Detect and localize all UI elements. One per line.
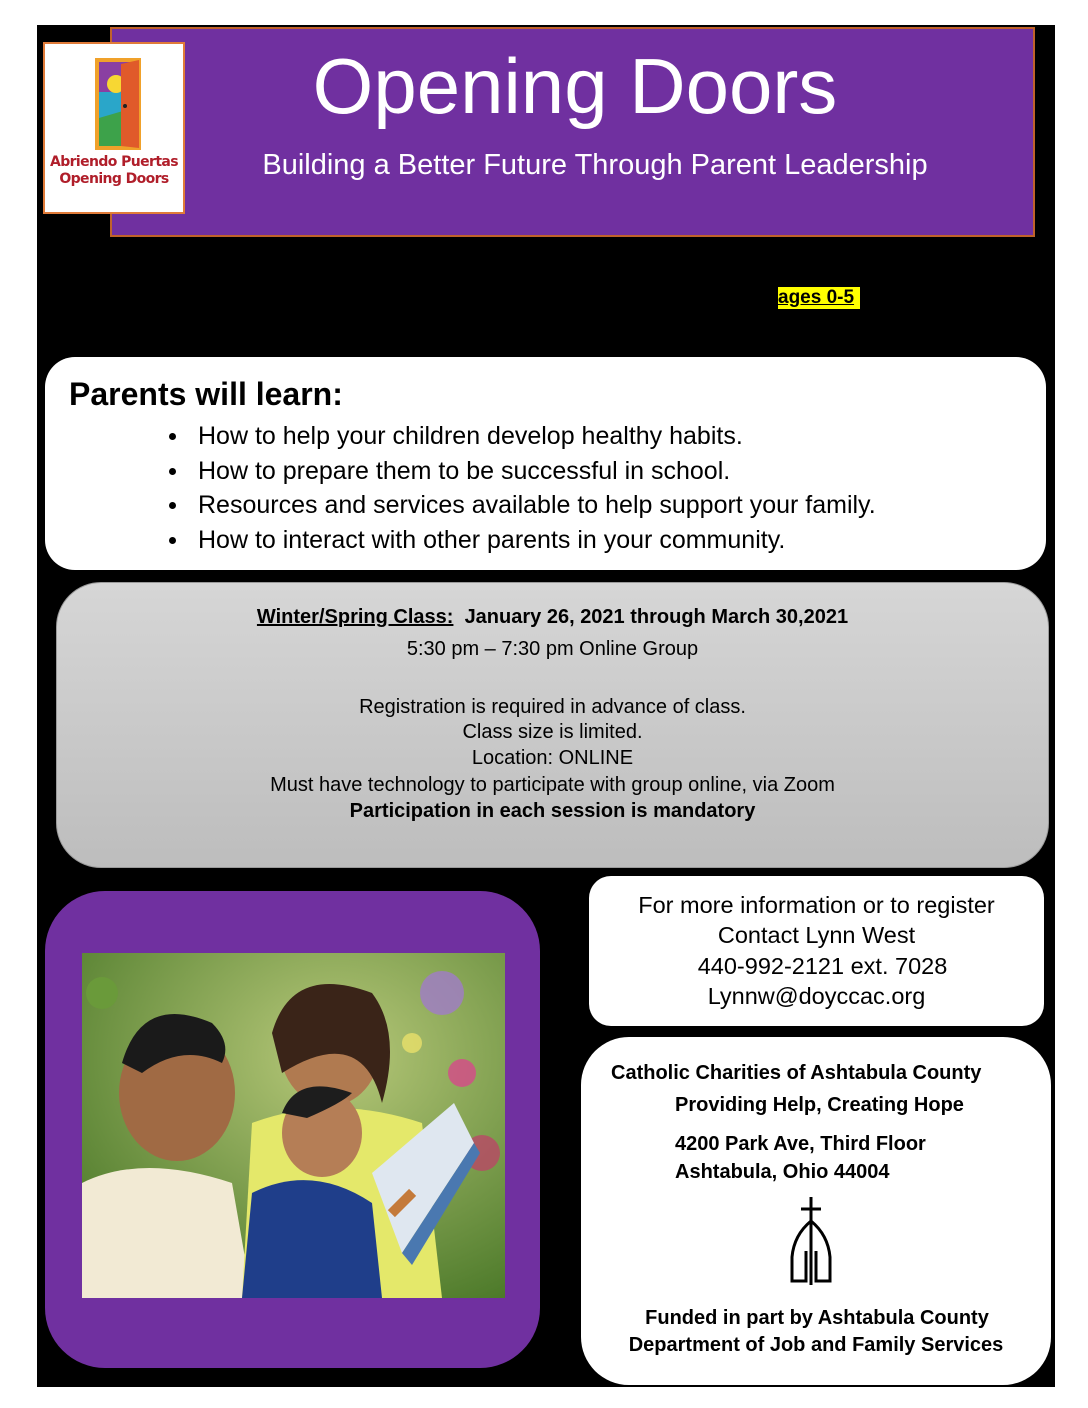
location-note: Location: ONLINE — [471, 747, 634, 769]
registration-note: Registration is required in advance of class. — [359, 696, 746, 718]
funding-line-2: Department of Job and Family Services — [628, 1334, 1004, 1356]
contact-intro: For more information or to register — [638, 892, 995, 918]
mandatory-note: Participation in each session is mandatory — [349, 800, 756, 822]
logo-text-spanish: Abriendo Puertas — [49, 154, 179, 170]
address-line-1: 4200 Park Ave, Third Floor — [675, 1133, 926, 1155]
contact-phone: 440-992-2121 ext. 7028 — [697, 953, 948, 979]
page-subtitle: Building a Better Future Through Parent Leadership — [262, 149, 928, 181]
logo-text-english: Opening Doors — [59, 171, 169, 187]
class-dates — [57, 605, 1048, 629]
technology-note: Must have technology to participate with group online, via Zoom — [270, 774, 835, 796]
organization-tagline: Providing Help, Creating Hope — [675, 1094, 964, 1116]
page-title: Opening Doors — [312, 42, 838, 130]
list-item: How to interact with other parents in your community. — [165, 523, 876, 558]
class-label: Winter/Spring Class: — [256, 606, 454, 628]
class-size-note: Class size is limited. — [462, 721, 643, 743]
class-info-panel — [56, 582, 1049, 868]
list-item: Resources and services available to help support your family. — [165, 488, 876, 523]
learn-panel — [45, 357, 1046, 570]
catholic-charities-cross-icon — [786, 1195, 836, 1287]
abriendo-puertas-logo — [43, 42, 185, 214]
list-item: How to prepare them to be successful in school. — [165, 454, 876, 489]
ages-badge: ages 0-5 — [778, 287, 860, 309]
contact-panel — [589, 876, 1044, 1026]
family-reading-image — [82, 953, 505, 1298]
organization-panel — [581, 1037, 1051, 1385]
door-icon — [95, 58, 141, 150]
learn-list — [165, 419, 876, 557]
contact-person: Contact Lynn West — [717, 922, 916, 948]
list-item: How to help your children develop healthy habits. — [165, 419, 876, 454]
learn-heading: Parents will learn: — [69, 376, 343, 412]
family-photo — [82, 953, 505, 1298]
funding-line-1: Funded in part by Ashtabula County — [645, 1307, 989, 1329]
class-time: 5:30 pm – 7:30 pm Online Group — [406, 638, 699, 660]
address-line-2: Ashtabula, Ohio 44004 — [675, 1161, 890, 1183]
class-date-range: January 26, 2021 through March 30,2021 — [464, 606, 849, 628]
contact-email: Lynnw@doyccac.org — [707, 983, 926, 1009]
organization-name: Catholic Charities of Ashtabula County — [611, 1062, 982, 1084]
